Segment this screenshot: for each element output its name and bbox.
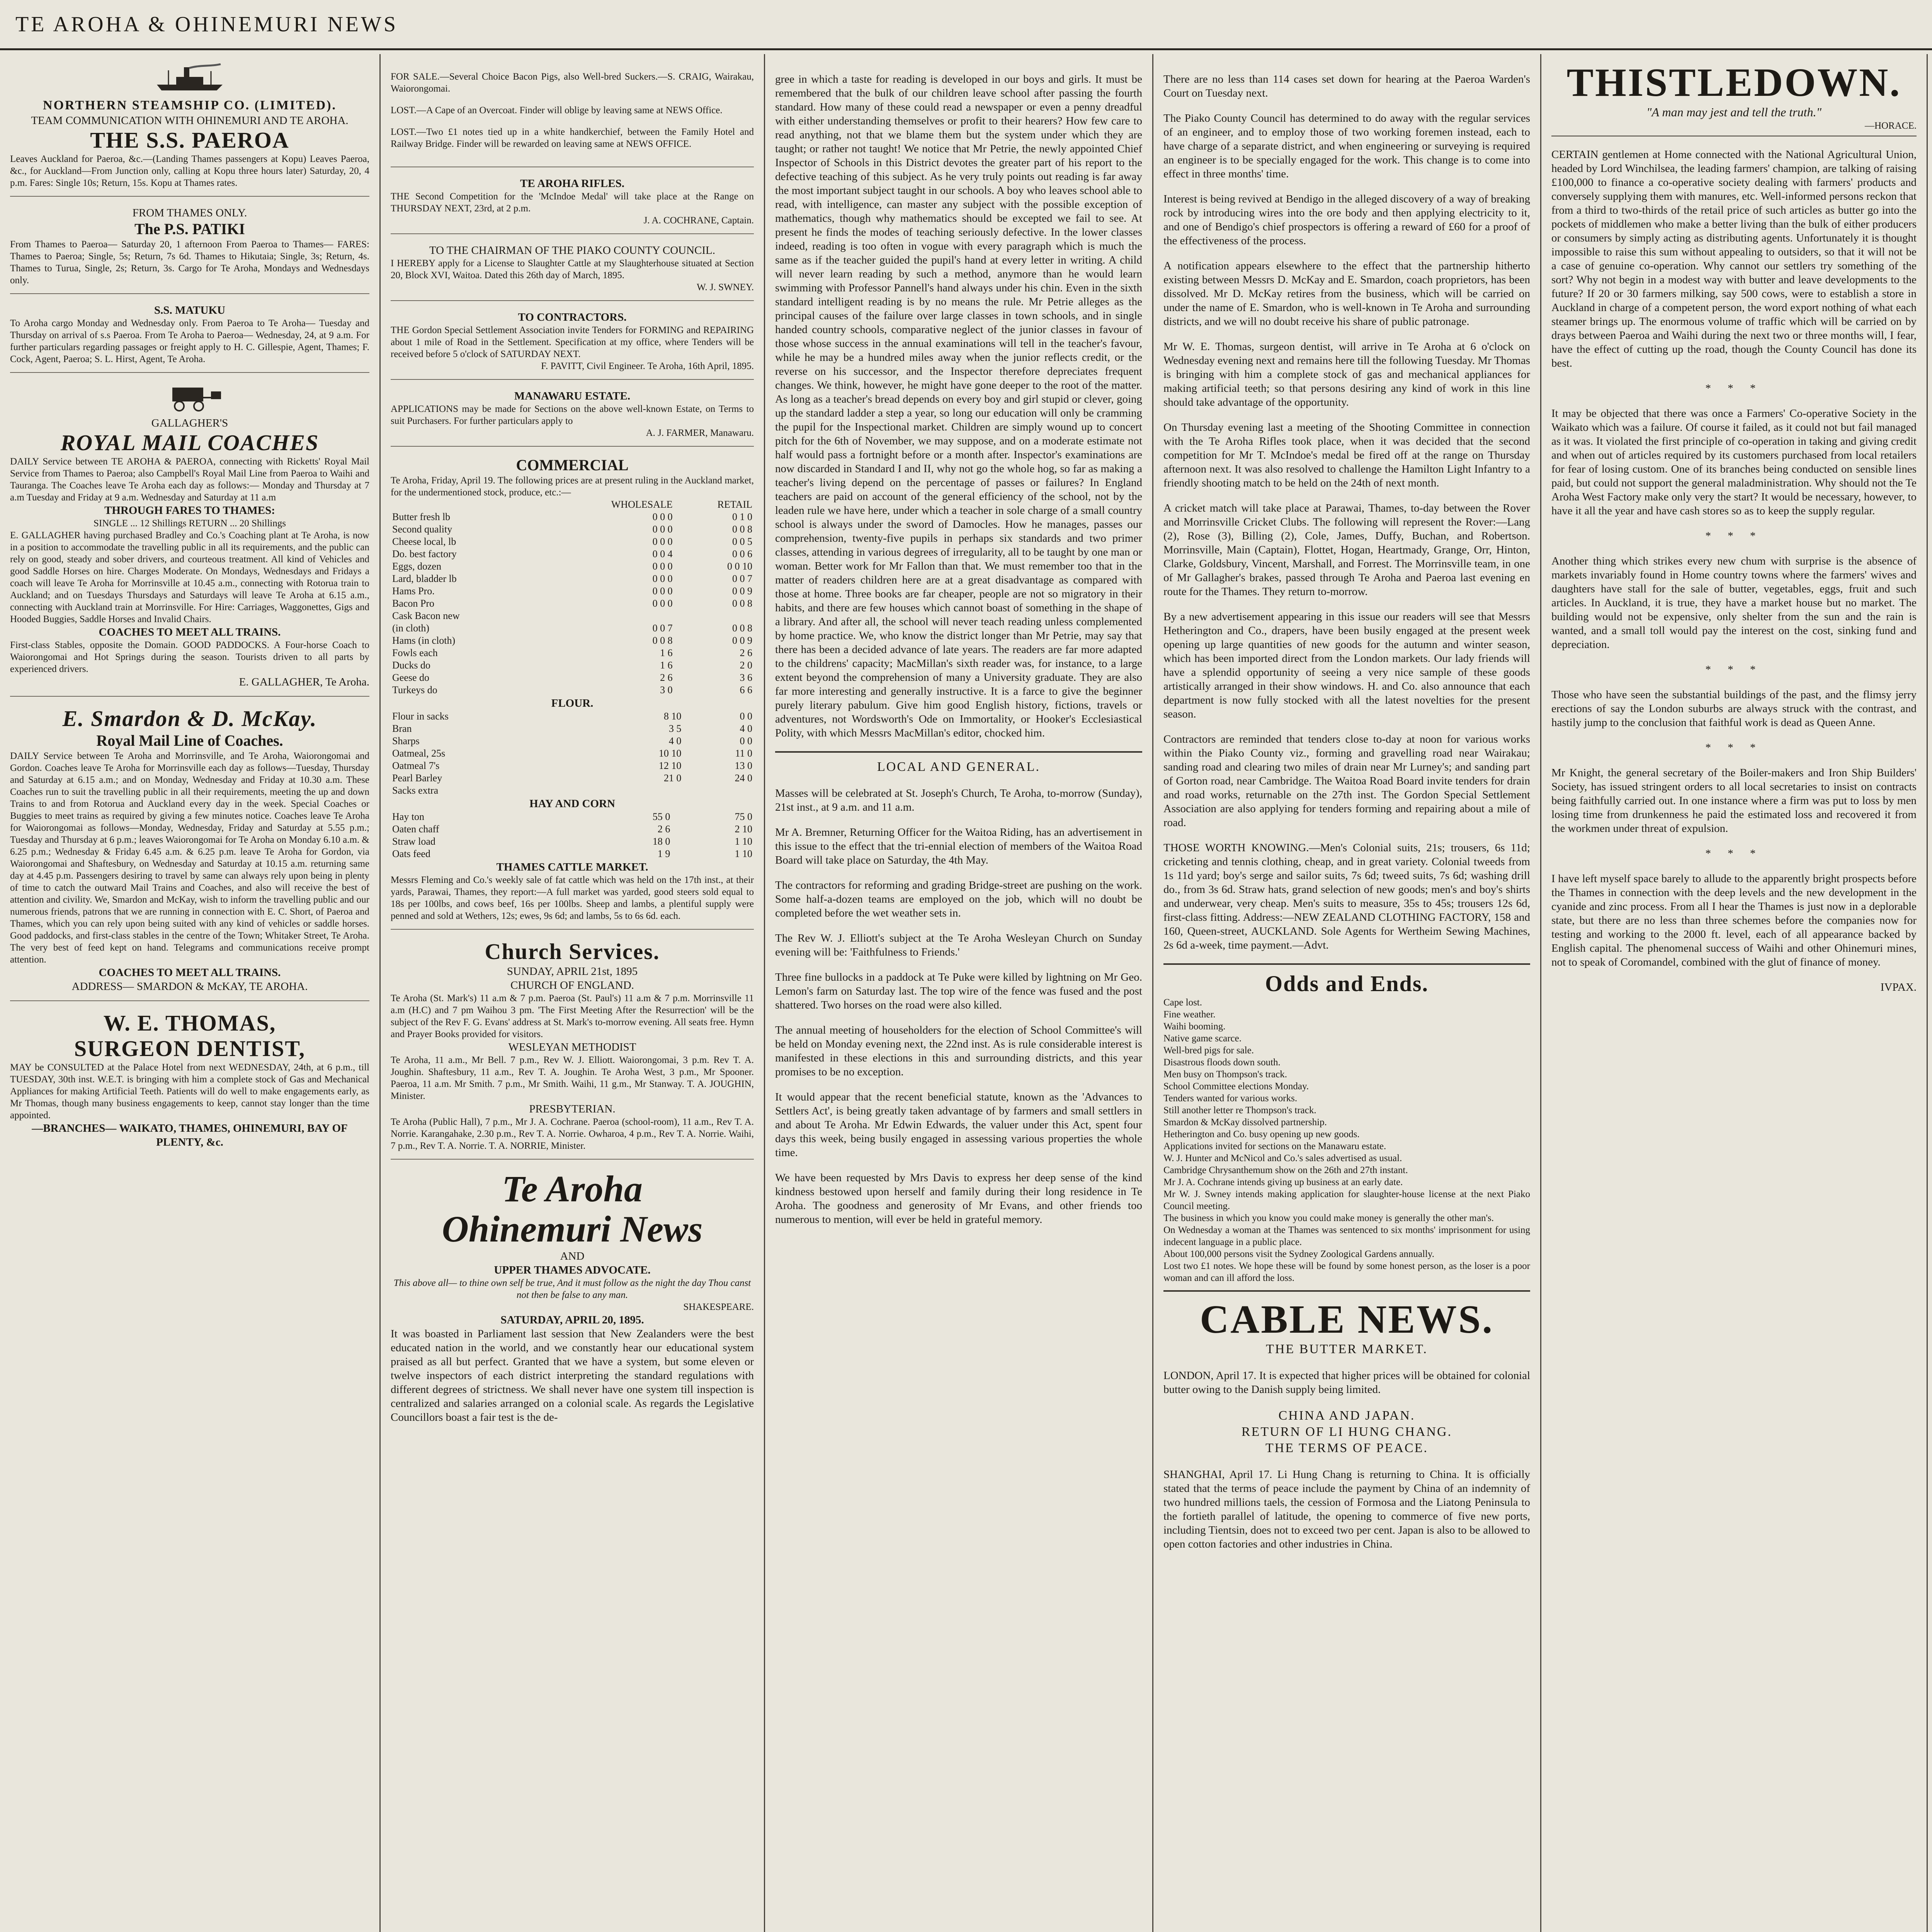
list-item: On Wednesday a woman at the Thames was sentenced to six months' imprisonment for using indecent language in a public place. bbox=[1163, 1225, 1530, 1247]
from-thames-ship: The P.S. PATIKI bbox=[134, 220, 245, 238]
market-wholesale: 0 0 8 bbox=[652, 635, 673, 646]
market-item: Oatmeal, 25s bbox=[392, 748, 446, 759]
gallagher-fares: SINGLE ... 12 Shillings RETURN ... 20 Shillings bbox=[94, 518, 286, 529]
thomas-text: MAY be CONSULTED at the Palace Hotel from next WEDNESDAY, 24th, at 6 p.m., till TUESDAY, 30th inst. W.E.T. is bringing with him a complete stock of Gas and Mechanical Appliances for making Artificial Teeth. Patients will do well to make engagements early, as Mr Thomas, though many business engagements to keep, cannot stay longer than the time appointed. bbox=[10, 1062, 369, 1121]
table-row bbox=[391, 585, 754, 597]
column-6 bbox=[1928, 54, 1932, 1932]
from-thames-heading: FROM THAMES ONLY. bbox=[132, 207, 247, 219]
table-row bbox=[391, 610, 754, 622]
market-retail: 0 0 5 bbox=[732, 536, 752, 547]
local-item: By a new advertisement appearing in this issue our readers will see that Messrs Hetherington and Co., drapers, have been busily engaged at the present week opening up large quantities of new goods for the autumn and winter season, which has been imported direct from the London markets. Our lady friends will have a splendid opportunity of seeing a very nice sample of these goods artistically arranged in their show windows. H. and Co. also announce that each department is now fully stocked with all the latest novelties for the present season. bbox=[1163, 611, 1530, 720]
classified-ad: FOR SALE.—Several Choice Bacon Pigs, also Well-bred Suckers.—S. CRAIG, Wairakau, Waiorongomai. bbox=[391, 71, 754, 94]
thistledown-motto: "A man may jest and tell the truth." bbox=[1646, 105, 1821, 119]
commercial-intro: Te Aroha, Friday, April 19. The following prices are at present ruling in the Auckland market, for the undermentioned stock, produce, etc.:— bbox=[391, 475, 754, 498]
editorial-masthead bbox=[391, 1169, 754, 1431]
market-item: Hay ton bbox=[392, 811, 425, 822]
market-item: Oats feed bbox=[392, 848, 430, 859]
local-item: THOSE WORTH KNOWING.—Men's Colonial suits, 21s; trousers, 6s 11d; cricketing and tennis clothing, cheap, and in great variety. Colonial tweeds from 1s 11d yard; boy's serge and sailor suits, 7s 6d; tweed suits, 7s 6d; washing drill do., from 3s 6d. Straw hats, grand selection of new goods; men's and boy's shirts and underwear, very cheap. Men's suits to measure, 35s to 45s; trousers 12s 6d, first-class fitting. Address:—NEW ZEALAND CLOTHING FACTORY, 158 and 160, Queen-street, AUCKLAND. Sole Agents for Wertheim Sewing Machines, 2s 6d a-week, time payment.—Advt. bbox=[1163, 842, 1530, 951]
gallagher-coaches: COACHES TO MEET ALL TRAINS. bbox=[99, 626, 281, 638]
market-wholesale bbox=[595, 784, 683, 797]
table-row bbox=[391, 523, 754, 536]
gallagher-more: E. GALLAGHER having purchased Bradley and Co.'s Coaching plant at Te Aroha, is now in a position to accommodate the travelling public in all its requirements, and the public can rely on good, steady and sober drivers, and courteous treatment. All kind of Vehicles and good Saddle Horses on hire. Charges Moderate. On Mondays, Wednesdays and Fridays a coach will leave Te Aroha for Morrinsville at 10.45 a.m., connecting with Rotorua train to Auckland; and on Tuesdays Thursdays and Saturdays will leave Te Aroha at 6.15 a.m., connecting with Auckland train at Morrinsville. For Hire: Carriages, Waggonettes, Gigs and Hooded Buggies, Saddle Horses and Invalid Chairs. bbox=[10, 530, 369, 624]
thomas-sub: SURGEON DENTIST, bbox=[74, 1036, 306, 1061]
commercial-section bbox=[391, 456, 754, 930]
market-wholesale: 18 0 bbox=[652, 836, 670, 847]
flour-heading: FLOUR. bbox=[551, 697, 594, 709]
council-notice bbox=[391, 243, 754, 301]
market-item: Lard, bladder lb bbox=[392, 573, 457, 584]
market-item: Do. best factory bbox=[392, 548, 457, 560]
market-col: WHOLESALE bbox=[611, 499, 673, 510]
market-wholesale: 0 0 0 bbox=[652, 598, 673, 609]
market-item: Sacks extra bbox=[392, 785, 439, 796]
market-retail: 1 10 bbox=[735, 836, 752, 847]
market-item: Butter fresh lb bbox=[392, 511, 451, 522]
table-row bbox=[391, 747, 754, 760]
list-item: Fine weather. bbox=[1163, 1009, 1216, 1020]
local-item: There are no less than 114 cases set down for hearing at the Paeroa Warden's Court on Tuesday next. bbox=[1163, 73, 1530, 99]
list-item: Mr J. A. Cochrane intends giving up business at an early date. bbox=[1163, 1177, 1403, 1187]
thomas-title: W. E. THOMAS, bbox=[103, 1010, 276, 1036]
peace-text: SHANGHAI, April 17. Li Hung Chang is returning to China. It is officially stated that the terms of peace include the payment by China of an indemnity of two hundred millions taels, the cession of Formosa and the Liatong Peninsula to the fortieth parallel of latitude, the opening to commerce of five new ports, including Tientsin, does not to exceed two per cent. Japan is also to be allowed to open cotton factories and other industries in China. bbox=[1163, 1468, 1530, 1550]
presbyterian-text: Te Aroha (Public Hall), 7 p.m., Mr J. A. Cochrane. Paeroa (school-room), 11 a.m., Rev T. A. Norrie. Karangahake, 2.30 p.m., Rev T. A. Norrie. Owharoa, 4 p.m., Rev T. A. Norrie. Waihi, 7 p.m., Rev T. A. Norrie. T. A. NORRIE, Minister. bbox=[391, 1117, 754, 1151]
market-wholesale: 2 6 bbox=[660, 672, 673, 683]
flour-table bbox=[391, 710, 754, 797]
paper-subtitle: UPPER THAMES ADVOCATE. bbox=[494, 1264, 651, 1276]
table-row bbox=[391, 647, 754, 659]
market-item: Hams (in cloth) bbox=[392, 635, 456, 646]
market-item: Straw load bbox=[392, 836, 435, 847]
market-wholesale: 1 9 bbox=[657, 848, 670, 859]
local-item: The contractors for reforming and grading Bridge-street are pushing on the work. Some half-a-dozen teams are employed on the job, which will no doubt be completed before the wet weather sets in. bbox=[775, 879, 1142, 919]
matuku-heading: S.S. MATUKU bbox=[154, 304, 225, 316]
table-row bbox=[391, 672, 754, 684]
local-item: Mr A. Bremner, Returning Officer for the Waitoa Riding, has an advertisement in this issue to the effect that the tri-ennial election of members of the Waitoa Road Board will take place on Saturday, the 4th May. bbox=[775, 826, 1142, 866]
matuku-text: To Aroha cargo Monday and Wednesday only. From Paeroa to Te Aroha— Tuesday and Thursday on arrival of s.s Paeroa. From Te Aroha to Paeroa— Wednesday, 24, at 9 a.m. For further particulars regarding passages or freight apply to H. C. Gillespie, Agent, Thames; F. Cock, Agent, Paeroa; S. L. Hirst, Agent, Te Aroha. bbox=[10, 318, 369, 364]
classified-ads bbox=[391, 71, 754, 167]
gallagher-coaches-ad bbox=[10, 382, 369, 697]
paper-name-line-2: Ohinemuri News bbox=[442, 1208, 703, 1250]
table-row bbox=[391, 811, 754, 823]
smardon-coaches: COACHES TO MEET ALL TRAINS. bbox=[99, 966, 281, 979]
table-row bbox=[391, 848, 754, 860]
market-col: RETAIL bbox=[717, 499, 752, 510]
table-row bbox=[391, 684, 754, 696]
list-item: Native game scarce. bbox=[1163, 1033, 1242, 1044]
local-item: The Rev W. J. Elliott's subject at the Te Aroha Wesleyan Church on Sunday evening will be: 'Faithfulness to Friends.' bbox=[775, 932, 1142, 958]
thistledown-signature: IVPAX. bbox=[1880, 981, 1917, 993]
masthead-title: TE AROHA & OHINEMURI NEWS bbox=[15, 12, 398, 36]
table-row bbox=[391, 772, 754, 784]
list-item: Men busy on Thompson's track. bbox=[1163, 1069, 1287, 1080]
local-item: Masses will be celebrated at St. Joseph's Church, Te Aroha, to-morrow (Sunday), 21st inst., at 9 a.m. and 11 a.m. bbox=[775, 787, 1142, 813]
table-row bbox=[391, 634, 754, 647]
local-heading: LOCAL AND GENERAL. bbox=[877, 760, 1040, 774]
gallagher-fares-heading: THROUGH FARES TO THAMES: bbox=[104, 504, 275, 517]
list-item: Cambridge Chrysanthemum show on the 26th and 27th instant. bbox=[1163, 1165, 1408, 1175]
market-item: Turkeys do bbox=[392, 684, 437, 696]
section-stars: * * * bbox=[1705, 382, 1763, 395]
market-retail: 0 0 9 bbox=[732, 585, 752, 597]
local-item: We have been requested by Mrs Davis to express her deep sense of the kind kindness bestowed upon herself and family during their long residence in Te Aroha. The goodness and generosity of Mr Evans, and other friends too numerous to mention, will ever be held in grateful memory. bbox=[775, 1172, 1142, 1226]
church-heading: Church Services. bbox=[485, 939, 660, 964]
table-row bbox=[391, 723, 754, 735]
column-5 bbox=[1541, 54, 1928, 1932]
butter-heading: THE BUTTER MARKET. bbox=[1266, 1342, 1428, 1356]
list-item: Smardon & McKay dissolved partnership. bbox=[1163, 1117, 1327, 1128]
section-stars: * * * bbox=[1705, 530, 1763, 542]
manawaru-notice bbox=[391, 389, 754, 447]
market-retail: 0 0 7 bbox=[732, 573, 752, 584]
market-retail: 0 0 8 bbox=[732, 598, 752, 609]
market-item: Oatmeal 7's bbox=[392, 760, 440, 771]
list-item: The business in which you know you could make money is generally the other man's. bbox=[1163, 1213, 1494, 1223]
market-item: Geese do bbox=[392, 672, 430, 683]
section-stars: * * * bbox=[1705, 742, 1763, 754]
column-1 bbox=[0, 54, 381, 1932]
market-item: Cask Bacon new bbox=[392, 610, 460, 621]
column-4 bbox=[1153, 54, 1541, 1932]
market-item: Eggs, dozen bbox=[392, 561, 442, 572]
gallagher-signature: E. GALLAGHER, Te Aroha. bbox=[239, 676, 369, 688]
market-wholesale: 4 0 bbox=[668, 735, 682, 747]
list-item: Mr W. J. Swney intends making application for slaughter-house license at the next Piako Council meeting. bbox=[1163, 1189, 1530, 1211]
smardon-title: E. Smardon & D. McKay. bbox=[62, 706, 317, 731]
editorial-date: SATURDAY, APRIL 20, 1895. bbox=[500, 1314, 644, 1326]
market-item: Ducks do bbox=[392, 660, 430, 671]
market-wholesale: 0 0 0 bbox=[652, 524, 673, 535]
market-retail: 0 0 8 bbox=[732, 524, 752, 535]
thistledown-title: THISTLEDOWN. bbox=[1566, 60, 1901, 105]
paper-motto-source: SHAKESPEARE. bbox=[683, 1302, 754, 1312]
editorial-lead: It was boasted in Parliament last session that New Zealanders were the best educated nation in the world, and we constantly hear our educational system praised as all but perfect. Granted that we have a system, but some eleven or twelve inspectors of each district interpreting the standard regulations with different degrees of strictness. We shall never have one system till inspection is centralized and salaries arranged on a colonial scale. As regards the Legislative Councillors boast a fair test is the de- bbox=[391, 1328, 754, 1423]
section-stars: * * * bbox=[1705, 847, 1763, 860]
market-retail: 13 0 bbox=[735, 760, 752, 771]
manawaru-heading: MANAWARU ESTATE. bbox=[514, 390, 631, 402]
from-thames-ad bbox=[10, 206, 369, 294]
list-item: W. J. Hunter and McNicol and Co.'s sales advertised as usual. bbox=[1163, 1153, 1402, 1163]
northern-ship: THE S.S. PAEROA bbox=[90, 128, 289, 153]
market-item: Bacon Pro bbox=[392, 598, 435, 609]
table-row bbox=[391, 548, 754, 560]
wesleyan-heading: WESLEYAN METHODIST bbox=[508, 1041, 636, 1053]
contractors-notice bbox=[391, 310, 754, 380]
market-wholesale: 0 0 7 bbox=[652, 622, 673, 634]
cable-heading: CABLE NEWS. bbox=[1200, 1297, 1494, 1342]
contractors-text: THE Gordon Special Settlement Association invite Tenders for FORMING and REPAIRING about 1 mile of Road in the Settlement. Specification at my office, where Tenders will be received before 5 o'clock of SATURDAY NEXT. bbox=[391, 325, 754, 359]
market-wholesale: 0 0 4 bbox=[652, 548, 673, 560]
market-wholesale: 21 0 bbox=[663, 772, 682, 784]
thistledown-paragraph: Mr Knight, the general secretary of the Boiler-makers and Iron Ship Builders' Society, has issued stringent orders to all local secretaries to insist on contracts being faithfully carried out. In one instance where a firm was put to loss by men losing time from drunkenness he paid the estimated loss and recovered it from the workmen under threat of expulsion. bbox=[1551, 767, 1917, 835]
market-item: Sharps bbox=[392, 735, 420, 747]
divider bbox=[1163, 963, 1530, 965]
market-item: Hams Pro. bbox=[392, 585, 435, 597]
manawaru-text: APPLICATIONS may be made for Sections on the above well-known Estate, on Terms to suit Purchasers. For further particulars apply to bbox=[391, 404, 754, 426]
thistledown-paragraph: CERTAIN gentlemen at Home connected with the National Agricultural Union, headed by Lord Winchilsea, the leading farmers' champion, are talking of raising £100,000 to finance a co-operative society dealing with farmers' products and conversely supplying them with manures, etc. Well-informed persons reckon that from a third to two-thirds of the retail price of such articles as butter go into the pockets of middlemen who make a better living than the bulk of either producers or consumers by simply acting as distributing agents. Unfortunately it is thought impossible to raise this sum without appealing to outsiders, so that it will not be a case of genuine co-operation. Why cannot our settlers try something of the sort? Why not begin in a modest way with butter and leave developments to the future? If 20 or 30 farmers milking, say 500 cows, were to establish a store in Auckland in charge of a competent person, the word export nothing of what each steamer brings up. The enormous volume of traffic which will be carried on by drays between Paeroa and Waihi during the next two or three months will, I fear, have the effect of cutting up the road, though the County Council has done its best. bbox=[1551, 148, 1917, 369]
local-item: It would appear that the recent beneficial statute, known as the 'Advances to Settlers Act', is being greatly taken advantage of by farmers and small settlers in and about Te Aroha. Mr Edwin Edwards, the valuer under this Act, spent four days this week, being busily engaged in assessing various properties the whole time. bbox=[775, 1091, 1142, 1159]
market-item: Oaten chaff bbox=[392, 823, 439, 835]
market-item: Pearl Barley bbox=[392, 772, 442, 784]
market-wholesale: 3 0 bbox=[660, 684, 673, 696]
gallagher-label: GALLAGHER'S bbox=[151, 417, 228, 429]
table-row bbox=[391, 597, 754, 610]
gallagher-title: ROYAL MAIL COACHES bbox=[60, 430, 319, 455]
market-retail bbox=[674, 610, 754, 622]
peace-heading: THE TERMS OF PEACE. bbox=[1265, 1441, 1428, 1455]
paper-name-line-1: Te Aroha bbox=[502, 1168, 643, 1209]
market-retail: 11 0 bbox=[735, 748, 752, 759]
smardon-sub: Royal Mail Line of Coaches. bbox=[96, 732, 283, 749]
market-wholesale: 10 10 bbox=[658, 748, 682, 759]
thomas-branches: —BRANCHES— WAIKATO, THAMES, OHINEMURI, BAY OF PLENTY, &c. bbox=[32, 1122, 348, 1148]
table-row bbox=[391, 784, 754, 797]
rifles-signature: J. A. COCHRANE, Captain. bbox=[643, 215, 754, 226]
list-item: Well-bred pigs for sale. bbox=[1163, 1045, 1254, 1056]
divider bbox=[1163, 1290, 1530, 1292]
market-wholesale: 1 6 bbox=[660, 660, 673, 671]
list-item: Waihi booming. bbox=[1163, 1021, 1226, 1032]
market-wholesale: 1 6 bbox=[660, 647, 673, 658]
list-item: About 100,000 persons visit the Sydney Zoological Gardens annually. bbox=[1163, 1249, 1435, 1259]
contractors-heading: TO CONTRACTORS. bbox=[518, 311, 627, 323]
market-wholesale: 0 0 0 bbox=[652, 561, 673, 572]
market-retail: 0 0 bbox=[740, 711, 752, 722]
divider bbox=[775, 751, 1142, 753]
england-heading: CHURCH OF ENGLAND. bbox=[510, 979, 634, 992]
china-heading: CHINA AND JAPAN. bbox=[1278, 1408, 1415, 1423]
local-item: Three fine bullocks in a paddock at Te Puke were killed by lightning on Mr Geo. Lemon's farm on Saturday last. The top wire of the fence was fused and the post shattered. Two horses on the road were also killed. bbox=[775, 971, 1142, 1011]
market-retail: 0 0 10 bbox=[727, 561, 752, 572]
market-item: Cheese local, lb bbox=[392, 536, 456, 547]
market-wholesale: 0 0 0 bbox=[652, 573, 673, 584]
odds-list bbox=[1163, 997, 1530, 1284]
market-wholesale bbox=[539, 610, 674, 622]
column-2 bbox=[381, 54, 765, 1932]
local-item: On Thursday evening last a meeting of the Shooting Committee in connection with the Te Aroha Rifles took place, when it was decided that the second competition for Mr T. McIndoe's medal be fired off at the range on Thursday afternoon next. It was also resolved to challenge the Hamilton Light Infantry to a friendly shooting match to be held on the 24th of next month. bbox=[1163, 421, 1530, 489]
market-retail: 1 10 bbox=[735, 848, 752, 859]
li-heading: RETURN OF LI HUNG CHANG. bbox=[1241, 1425, 1452, 1439]
market-item: Flour in sacks bbox=[392, 711, 449, 722]
market-item: Second quality bbox=[392, 524, 452, 535]
hay-heading: HAY AND CORN bbox=[529, 798, 615, 810]
market-wholesale: 8 10 bbox=[663, 711, 682, 722]
table-row bbox=[391, 735, 754, 747]
list-item: Applications invited for sections on the Manawaru estate. bbox=[1163, 1141, 1386, 1151]
table-row bbox=[391, 760, 754, 772]
masthead bbox=[0, 0, 1932, 50]
northern-name: NORTHERN STEAMSHIP CO. (LIMITED). bbox=[43, 98, 337, 112]
england-text: Te Aroha (St. Mark's) 11 a.m & 7 p.m. Paeroa (St. Paul's) 11 a.m & 7 p.m. Morrinsville 11 a.m (H.C) and 7 pm Waihou 3 pm. 'The First Meeting After the Resurrection' will be the subject of the Rev F. G. Evans' address at St. Mark's to-morrow evening. All seats free. Hymn and Prayer Books provided for visitors. bbox=[391, 993, 754, 1039]
rifles-heading: TE AROHA RIFLES. bbox=[520, 177, 624, 190]
market-wholesale: 3 5 bbox=[668, 723, 682, 734]
local-item: Mr W. E. Thomas, surgeon dentist, will arrive in Te Aroha at 6 o'clock on Wednesday evening next and remains here till the following Tuesday. Mr Thomas is bringing with him a complete stock of gas and mechanical appliances for making artificial teeth; so that persons desiring any kind of work in this line should take advantage of the opportunity. bbox=[1163, 340, 1530, 408]
local-item: The annual meeting of householders for the election of School Committee's will be held on Monday evening next, the 22nd inst. As is rule considerable interest is manifested in these elections in this and surrounding districts, and this year promises to be no exception. bbox=[775, 1024, 1142, 1078]
thistledown-paragraph: Those who have seen the substantial buildings of the past, and the flimsy jerry erections of say the London suburbs are always struck with the contrast, and hastily jump to the conclusion that faithful work is dead as Queen Anne. bbox=[1551, 689, 1917, 729]
market-table bbox=[391, 498, 754, 696]
list-item: Disastrous floods down south. bbox=[1163, 1057, 1281, 1068]
market-retail: 3 6 bbox=[740, 672, 752, 683]
thistledown-paragraph: It may be objected that there was once a Farmers' Co-operative Society in the Waikato which was a failure. Of course it failed, as it could not but fail managed as it was. It violated the first principle of co-operation in taking and giving credit and when out of articles required by its customers purchased from local retailers for fear of losing custom. One of its branches being conducted on sensible lines paid, but could not support the general maladministration. Why should not the Te Aroha West Factory make only very the start? It would be necessary, however, to have it all the year and have cash stores so as to keep the supply regular. bbox=[1551, 407, 1917, 517]
council-heading: TO THE CHAIRMAN OF THE PIAKO COUNTY COUNCIL. bbox=[429, 244, 716, 257]
list-item: Lost two £1 notes. We hope these will be found by some honest person, as the loser is a poor woman and can ill afford the loss. bbox=[1163, 1261, 1530, 1283]
from-thames-text: From Thames to Paeroa— Saturday 20, 1 afternoon From Paeroa to Thames— FARES: Thames to Paeroa; Single, 5s; Return, 7s 6d. Thames to Hikutaia; Single, 3s; Return, 4s. Thames to Turua, Single, 2s; Return, 3s. Cargo for Te Aroha, Mondays and Wednesdays only. bbox=[10, 239, 369, 286]
table-row bbox=[391, 835, 754, 848]
market-item: Fowls each bbox=[392, 647, 438, 658]
market-retail: 0 1 0 bbox=[732, 511, 752, 522]
presbyterian-heading: PRESBYTERIAN. bbox=[529, 1103, 616, 1115]
market-item: Bran bbox=[392, 723, 412, 734]
market-wholesale: 12 10 bbox=[658, 760, 682, 771]
northern-text: Leaves Auckland for Paeroa, &c.—(Landing Thames passengers at Kopu) Leaves Paeroa, &c., for Auckland—From Junction only, calling at Kopu three hours later) Saturday, 20, 4 p.m. Fares: Single 10s; Return, 15s. Kopu at Thames rates. bbox=[10, 154, 369, 188]
cattle-heading: THAMES CATTLE MARKET. bbox=[496, 861, 648, 873]
market-retail: 75 0 bbox=[735, 811, 752, 822]
local-item: The Piako County Council has determined to do away with the regular services of an engineer, and to employ those of two working foremen instead, each to have charge of a separate district, and when engineering or surveying is required an engineer is to be specially engaged for the work. This change is to come into effect in three months' time. bbox=[1163, 112, 1530, 180]
commercial-heading: COMMERCIAL bbox=[516, 456, 629, 474]
thistledown-motto-source: —HORACE. bbox=[1864, 121, 1917, 131]
market-wholesale: 0 0 0 bbox=[652, 511, 673, 522]
northern-heading: TEAM COMMUNICATION WITH OHINEMURI AND TE AROHA. bbox=[31, 114, 349, 127]
local-item: A cricket match will take place at Parawai, Thames, to-day between the Rover and Morrinsville Cricket Clubs. The following will represent the Rover:—Lang (2), Rose (3), Billing (2), Cole, James, Duffy, Buchan, and Robertson. Morrinsville, Main (Captain), Flottet, Hogan, Heartmady, Grange, Orr, Hinton, Clarke, Goldsbury, Vincent, Marshall, and Forrest. The Morrinsville team, in one of Mr Gallagher's brakes, passed through Te Aroha and Paeroa last evening en route for the Thames. They return to-morrow. bbox=[1163, 502, 1530, 598]
market-table-header bbox=[391, 498, 754, 511]
paper-motto: This above all— to thine own self be true, And it must follow as the night the day Thou canst not then be false to any man. bbox=[393, 1278, 751, 1300]
table-row bbox=[391, 659, 754, 672]
local-item: Contractors are reminded that tenders close to-day at noon for various works within the Piako County viz., forming and gravelling road near Wairakau; sanding road and clearing two miles of drain near Mr Lurney's; and sanding part of Gorton road, near Cambridge. The Waitoa Road Board invite tenders for drain and road works, returnable on the 27th inst. The Gordon Special Settlement Association are also applying for tenders forming and repairing about a mile of road. bbox=[1163, 733, 1530, 829]
thomas-dentist-ad bbox=[10, 1010, 369, 1156]
table-row bbox=[391, 536, 754, 548]
section-stars: * * * bbox=[1705, 663, 1763, 676]
market-retail: 24 0 bbox=[735, 772, 752, 784]
market-retail: 0 0 bbox=[740, 735, 752, 747]
market-retail: 0 0 8 bbox=[732, 622, 752, 634]
smardon-address: ADDRESS— SMARDON & McKAY, TE AROHA. bbox=[71, 980, 308, 993]
market-retail bbox=[683, 784, 754, 797]
church-services bbox=[391, 939, 754, 1160]
list-item: Cape lost. bbox=[1163, 997, 1202, 1008]
market-retail: 2 0 bbox=[740, 660, 752, 671]
list-item: School Committee elections Monday. bbox=[1163, 1081, 1309, 1092]
council-signature: W. J. SWNEY. bbox=[697, 282, 754, 293]
thistledown-paragraph: Another thing which strikes every new chum with surprise is the absence of markets invariably found in Home country towns where the farmers' wives and daughters have stall for the sale of butter, vegetables, eggs, fruit and such articles. In Auckland, it is true, they have a market house but no market. The building would not be expensive, only shelter from the sun and the rain is wanted, and a small toll would pay the interest on the cost, sinking fund and depreciation. bbox=[1551, 555, 1917, 651]
rifles-notice bbox=[391, 177, 754, 234]
matuku-ad bbox=[10, 303, 369, 373]
rifles-text: THE Second Competition for the 'McIndoe Medal' will take place at the Range on THURSDAY NEXT, 23rd, at 2 p.m. bbox=[391, 191, 754, 214]
table-row bbox=[391, 710, 754, 723]
market-retail: 2 10 bbox=[735, 823, 752, 835]
editorial-continued: gree in which a taste for reading is developed in our boys and girls. It must be remembered that the bulk of our children leave school after passing the fourth standard. How many of these could read a newspaper or even a penny dreadful with either understanding themselves or profit to their hearers? How few care to read anything, not that we blame them but the system under which they are taught; or rather not taught! We notice that Mr Petrie, the newly appointed Chief Inspector of Schools in this District devotes the greater part of his report to the defective teaching of this subject. As he very truly points out reading is far away the most important subject taught in our schools. A boy who leaves school able to read, with intelligence, can master any subject with the possible exception of mathematics, though why mathematics should be excepted we fail to see. At present he finds the modes of teaching seriously defective. In the lower classes indeed, reading is too often in vogue with every paragraph which is much the same as if the teacher guided the pupil's hand at every letter in writing. A child will never learn reading by such a method, anymore than he would learn swimming with Professor Pannell's hand always under his chin. Even in the sixth standard intelligent reading is by no means the rule. Mr Petrie alleges as the principal causes of the failure over large classes in town schools, and in single handed country schools, comparative neglect of the junior classes in favour of those whose success in the annual examinations will tell in the teacher's favour, while he may be a hundred miles away when the junior reflects credit, or the reverse on his successor, and the Inspector therefore depreciates frequent changes. We think, however, he might have gone deeper to the root of the matter. As long as a teacher's bread depends on every boy and girl stupid or clever, going up the standard ladder a step a year, so long our education will only be cramming the pupil for the Inspectional market. Children are simply wound up to concert pitch for the 6th of November, we may suppose, and on a moderate estimate not half would pass a fortnight before or a month after. Inspector's examinations are now discarded in Standard I and II, why not go the whole hog, so far as making a teacher's living depend on the percentage of passes or failures? In England teachers are paid on account of the general efficiency of the school, not by the leaden rule we have here, under which a teacher in sole charge of a small country school is always under the sword of Damocles. How he manages, passes our comprehension, twenty-five pupils in perhaps six standards and two primer classes, attending in various degrees of irregularity, all to be taught by one man or woman. Better work for Mr Fallon than that. We must remember too that in the matter of readers children here are at a great disadvantage as compared with those at home. Three books are far cheaper, people are not so migratory in their habits, and there are few houses which cannot boast of something in the shape of a library. And after all, the school will never teach reading unless complemented by home practice. We, who know the district longer than Mr Petrie, may say that there has been a decided advance of late years. The readers are far more adapted to the childrens' capacity; MacMillan's sixth reader was, for instance, to a large extent beyond the comprehension of many a University graduate. They are also far more interesting and generally instructive. It is a farce to give the beginner purely literary pabulum. Give him good English history, fictions, travels or adventures, not Wordsworth's Ode on Immortality, or Hooker's Ecclesiastical Polity, with which Messrs MacMillan's editor, chocked him. bbox=[775, 73, 1143, 739]
odds-heading: Odds and Ends. bbox=[1265, 971, 1429, 996]
market-item: (in cloth) bbox=[392, 622, 430, 634]
list-item: Hetherington and Co. busy opening up new goods. bbox=[1163, 1129, 1360, 1139]
table-row bbox=[391, 511, 754, 523]
paper-and: AND bbox=[560, 1250, 585, 1262]
smardon-mckay-ad bbox=[10, 706, 369, 1001]
cattle-text: Messrs Fleming and Co.'s weekly sale of fat cattle which was held on the 17th inst., at their yards, Parawai, Thames, they report:—A full market was yarded, good steers sold equal to 18s per 100lbs, and cows beef, 16s per 100lbs. Sheep and lambs, a plentiful supply were penned and sold at Wethers, 12s; ewes, 9s 6d; and lambs, 5s to 6s 6d. each. bbox=[391, 875, 754, 921]
market-retail: 6 6 bbox=[740, 684, 752, 696]
gallagher-text: DAILY Service between TE AROHA & PAEROA, connecting with Ricketts' Royal Mail Service from Thames to Paeroa; also Campbell's Royal Mail Line from Paeroa to Waihi and Tauranga. The Coaches leave Te Aroha each day as follows:— Monday and Thursday at 7 a.m Tuesday and Friday at 9 a.m. Wednesday and Saturday at 11 a.m bbox=[10, 456, 369, 503]
table-row bbox=[391, 622, 754, 634]
market-wholesale: 0 0 0 bbox=[652, 536, 673, 547]
table-row bbox=[391, 573, 754, 585]
gallagher-close: First-class Stables, opposite the Domain. GOOD PADDOCKS. A Four-horse Coach to Waiorongomai and Hot Springs during the season. Tourists driven to all parts by experienced drivers. bbox=[10, 640, 369, 674]
market-col bbox=[391, 498, 539, 511]
smardon-text: DAILY Service between Te Aroha and Morrinsville, and Te Aroha, Waiorongomai and Gordon. Coaches leave Te Aroha for Morrinsville each day as follows—Tuesday, Thursday and Saturday at 6.15 a.m.; and on Monday, Wednesday and Friday at 10.30 a.m. These Coaches run to suit the travelling public in all their requirements, meeting the up and down Trains to and from Rotorua and Auckland every day in the week. Special Coaches or Buggies to meet trains as required by giving a few minutes notice. Coaches leave Te Aroha for Waiorongomai as follows—Monday, Wednesday, Friday and Saturday at 5.55 p.m.; Tuesday and Thursday at 6 p.m.; leaves Waiorongomai for Te Aroha on Monday 6.10 a.m. & 6.25 p.m.; Wednesday & Friday 6.45 a.m. & 6.25 p.m. leave Te Aroha for Gordon, via Waiorongomai and Shaftesbury, on Wednesday and Saturday at 10.15 a.m. returning same day at 4.45 p.m. Passengers desiring to travel by same can always rely upon being in plenty of time to catch the outward Mail Trains and Coaches, and also will receive the best of attention and civility. We, Smardon and McKay, wish to inform the travelling public and our numerous friends, patrons that we are running in connection with E. C. Short, of Paeroa and Thames, which you can rely upon being suited with any kind of vehicles or saddle horses. Good paddocks, and first-class stables in the centre of the Town; Whitaker Street, Te Aroha. The very best of feed kept on hand. Telegrams and communications receive prompt attention. bbox=[10, 751, 369, 965]
table-row bbox=[391, 823, 754, 835]
coach-icon bbox=[153, 382, 226, 412]
local-item: A notification appears elsewhere to the effect that the partnership hitherto existing between Messrs D. McKay and E. Smardon, coach proprietors, has been dissolved. Mr D. McKay retires from the business, which will be carried on under the name of E. Smardon, who is well-known in Te Aroha and surrounding districts, and we will no doubt receive his share of public patronage. bbox=[1163, 260, 1530, 328]
council-text: I HEREBY apply for a License to Slaughter Cattle at my Slaughterhouse situated at Section 20, Block XVI, Waitoa. Dated this 26th day of March, 1895. bbox=[391, 258, 754, 281]
steamship-icon bbox=[153, 63, 226, 94]
market-retail: 4 0 bbox=[740, 723, 752, 734]
manawaru-signature: A. J. FARMER, Manawaru. bbox=[646, 428, 754, 438]
list-item: Tenders wanted for various works. bbox=[1163, 1093, 1298, 1104]
market-retail: 0 0 9 bbox=[732, 635, 752, 646]
classified-ad: LOST.—A Cape of an Overcoat. Finder will oblige by leaving same at NEWS Office. bbox=[391, 105, 723, 116]
market-wholesale: 55 0 bbox=[652, 811, 670, 822]
church-date: SUNDAY, APRIL 21st, 1895 bbox=[507, 965, 638, 978]
table-row bbox=[391, 560, 754, 573]
wesleyan-text: Te Aroha, 11 a.m., Mr Bell. 7 p.m., Rev W. J. Elliott. Waiorongomai, 3 p.m. Rev T. A. Joughin. Shaftesbury, 11 a.m., Rev T. A. Joughin. Te Aroha West, 3 p.m., Mr Spooner. Paeroa, 11 a.m. Mr Smith. 7 p.m., Mr Smith. Waihi, 11 g.m., Mr Stanway. T. A. JOUGHIN, Minister. bbox=[391, 1055, 754, 1101]
list-item: Still another letter re Thompson's track. bbox=[1163, 1105, 1316, 1116]
local-item: Interest is being revived at Bendigo in the alleged discovery of a way of breaking rock by introducing wires into the ore body and then applying electricity to it, and one of Bendigo's chief prospectors is offering a reward of £60 for a proof of the effectiveness of the process. bbox=[1163, 193, 1530, 247]
butter-text: LONDON, April 17. It is expected that higher prices will be obtained for colonial butter owing to the Danish supply being limited. bbox=[1163, 1369, 1530, 1396]
thistledown-paragraph: I have left myself space barely to allude to the apparently bright prospects before the Thames in connection with the deep levels and the new development in the cyanide and zinc process. From all I hear the Thames is just now in a deplorable state, but there are no less than three schemes before the companies now for testing and working to the 2000 ft. level, each of all appearance backed by English capital. The phenomenal success of Waihi and other Ohinemuri mines, not to speak of Coromandel, combined with the glut of finance of money. bbox=[1551, 872, 1917, 968]
market-retail: 2 6 bbox=[740, 647, 752, 658]
market-retail: 0 0 6 bbox=[732, 548, 752, 560]
northern-steamship-ad bbox=[10, 63, 369, 197]
classified-ad: LOST.—Two £1 notes tied up in a white handkerchief, between the Family Hotel and Railway Bridge. Finder will be rewarded on leaving same at NEWS OFFICE. bbox=[391, 127, 754, 149]
market-wholesale: 2 6 bbox=[657, 823, 670, 835]
contractors-signature: F. PAVITT, Civil Engineer. Te Aroha, 16th April, 1895. bbox=[541, 361, 754, 371]
hay-table bbox=[391, 811, 754, 860]
column-3 bbox=[765, 54, 1153, 1932]
market-wholesale: 0 0 0 bbox=[652, 585, 673, 597]
